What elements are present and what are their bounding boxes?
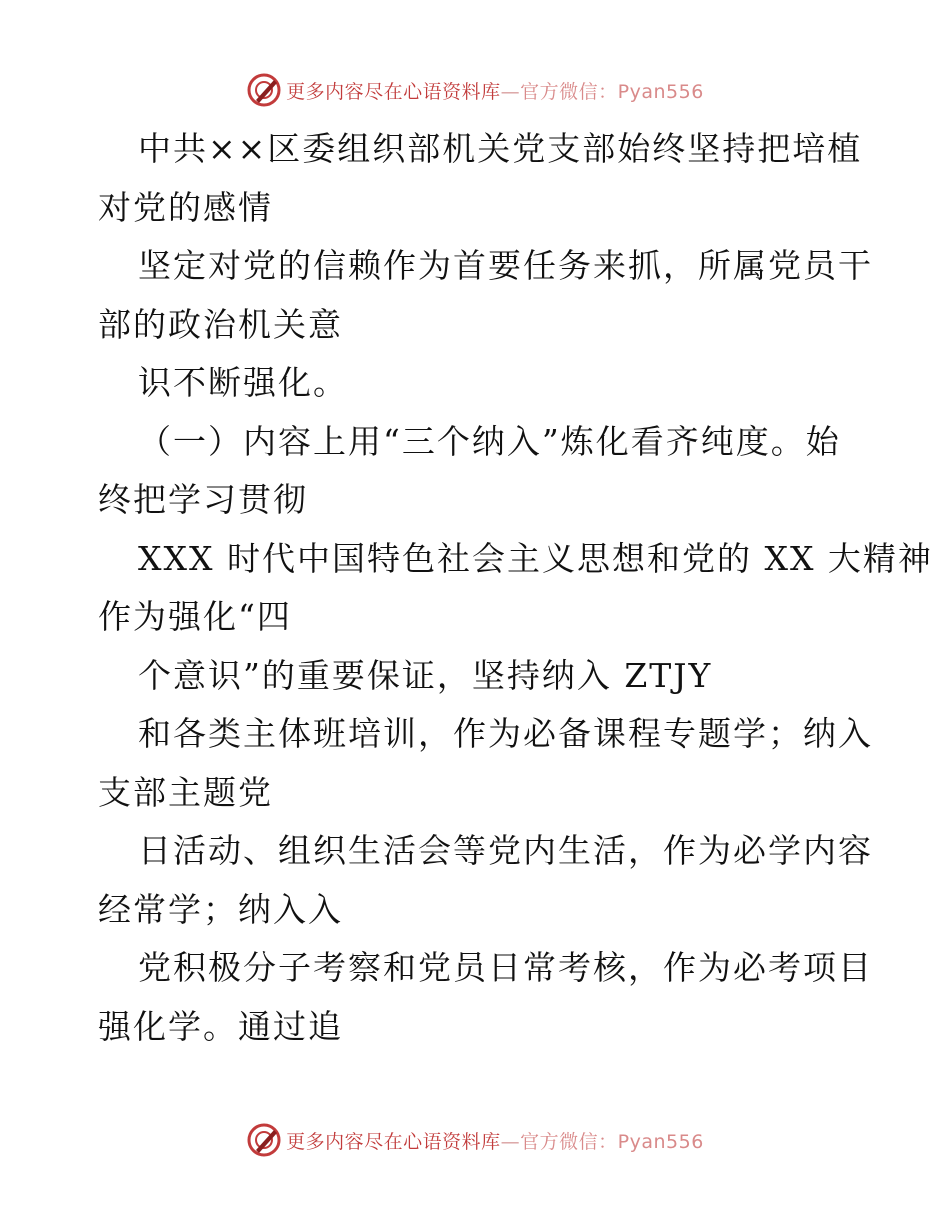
text-line: 日活动、组织生活会等党内生活，作为必学内容 xyxy=(138,831,873,870)
text-line: 经常学；纳入入 xyxy=(98,889,343,929)
logo-icon xyxy=(246,72,282,108)
watermark-text xyxy=(286,1127,704,1154)
text-line: XXX 时代中国特色社会主义思想和党的 XX 大精神 xyxy=(138,538,933,578)
text-line: 对党的感情 xyxy=(98,187,273,227)
text-line: 坚定对党的信赖作为首要任务来抓，所属党员干 xyxy=(138,246,873,285)
text-line: 和各类主体班培训，作为必备课程专题学；纳入 xyxy=(138,714,873,753)
footer-watermark xyxy=(0,1120,950,1160)
text-line: 强化学。通过追 xyxy=(98,1006,343,1046)
text-line: 中共××区委组织部机关党支部始终坚持把培植 xyxy=(138,129,863,168)
text-line: 作为强化“四 xyxy=(98,597,292,636)
watermark-site-text: 更多内容尽在心语资料库 xyxy=(286,80,501,103)
text-line: 支部主题党 xyxy=(98,772,273,812)
text-line: 部的政治机关意 xyxy=(98,304,343,344)
watermark-dash: — xyxy=(500,80,521,103)
text-line: 党积极分子考察和党员日常考核，作为必考项目 xyxy=(138,948,873,987)
watermark-site-text: 更多内容尽在心语资料库 xyxy=(286,1130,501,1153)
watermark-wechat-text: 官方微信：Pyan556 xyxy=(520,80,704,103)
text-line: 识不断强化。 xyxy=(138,363,348,402)
text-line: 个意识”的重要保证，坚持纳入 ZTJY xyxy=(138,655,713,695)
watermark-wechat-text: 官方微信：Pyan556 xyxy=(520,1130,704,1153)
logo-icon xyxy=(246,1122,282,1158)
document-body xyxy=(98,120,933,1056)
watermark-text xyxy=(286,77,704,104)
header-watermark xyxy=(0,70,950,110)
text-line: 终把学习贯彻 xyxy=(98,480,308,519)
text-line: （一）内容上用“三个纳入”炼化看齐纯度。始 xyxy=(138,421,841,461)
watermark-dash: — xyxy=(500,1130,521,1153)
